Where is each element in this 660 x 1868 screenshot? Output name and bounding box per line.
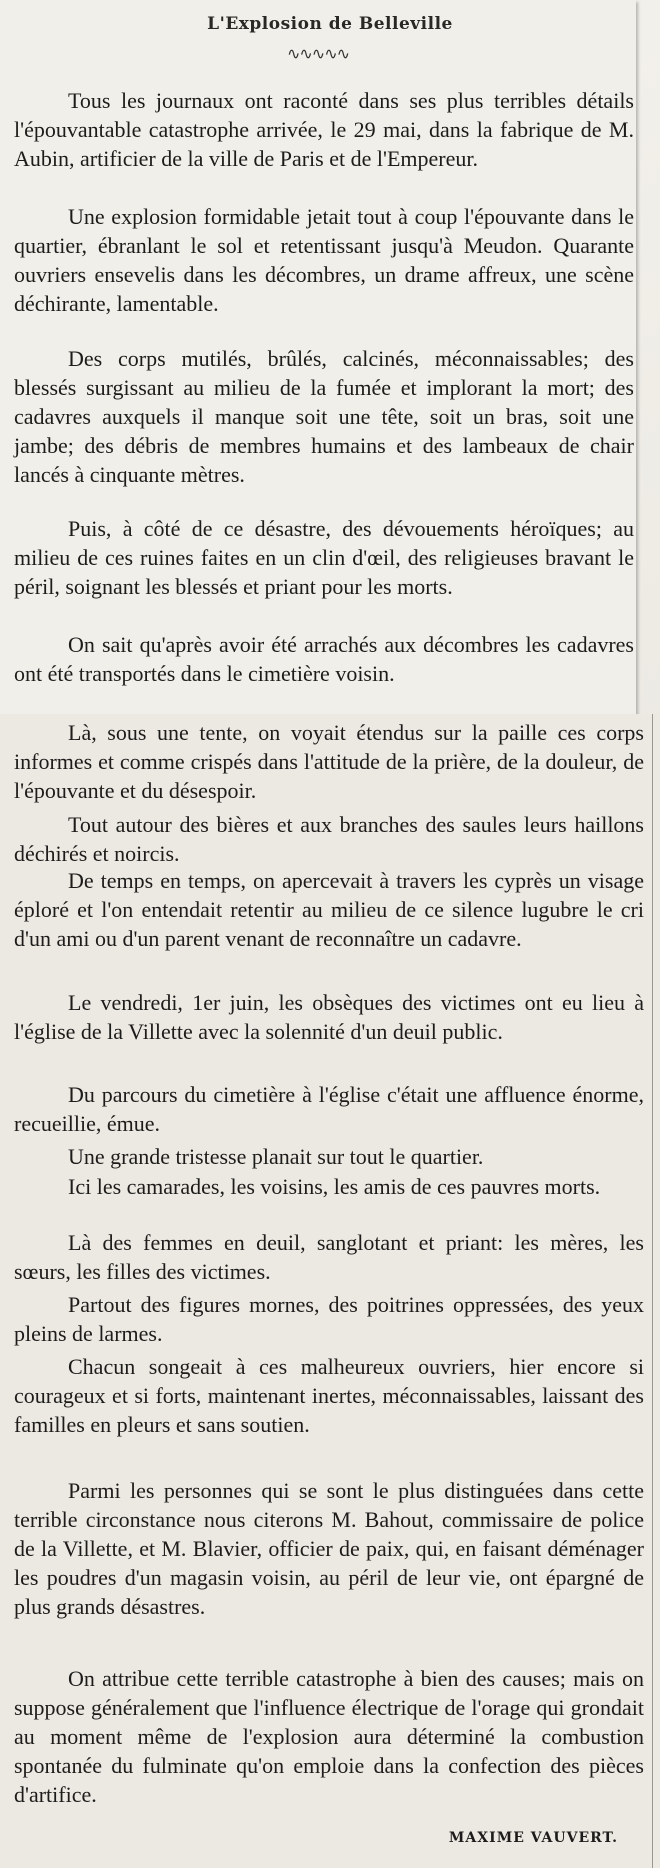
paragraph-4 — [14, 514, 634, 601]
paragraph-14 — [14, 1290, 644, 1348]
paragraph-text: On attribue cette terrible catastrophe à bien des causes; mais on suppose généralement que l'influence électrique de l'orage qui grondait au moment même de l'explosion aura déterminé la combustion spontanée du fulminate qu'on emploie dans la confection des pièces d'artifice. — [14, 1666, 644, 1807]
paragraph-text: Une explosion formidable jetait tout à coup l'épouvante dans le quartier, ébranlant le sol et retentissant jusqu'à Meudon. Quarante ouvriers ensevelis dans les décombres, un drame affreux, une scène déchirante, lamentable. — [14, 204, 634, 316]
paragraph-3 — [14, 344, 634, 489]
paragraph-text: Le vendredi, 1er juin, les obsèques des victimes ont eu lieu à l'église de la Villette avec la solennité d'un deuil public. — [14, 990, 644, 1044]
paragraph-text: Une grande tristesse planait sur tout le quartier. — [68, 1144, 484, 1169]
title-ornament: ∿∿∿∿∿ — [286, 44, 350, 63]
paragraph-text: De temps en temps, on apercevait à travers les cyprès un visage éploré et l'on entendait retentir au milieu de ce silence lugubre le cri d'un ami ou d'un parent venant de reconnaître un cadavre. — [14, 868, 644, 951]
paragraph-7 — [14, 810, 644, 868]
author-signature: MAXIME VAUVERT. — [448, 1830, 618, 1846]
paragraph-text: On sait qu'après avoir été arrachés aux décombres les cadavres ont été transportés dans le cimetière voisin. — [14, 632, 634, 686]
article-title: L'Explosion de Belleville — [207, 14, 453, 34]
paragraph-9 — [14, 988, 644, 1046]
paragraph-text: Parmi les personnes qui se sont le plus distinguées dans cette terrible circonstance nous citerons M. Bahout, commissaire de police de la Villette, et M. Blavier, officier de paix, qui, en faisant déménager les poudres d'un magasin voisin, au péril de leur vie, ont épargné de plus grands désastres. — [14, 1478, 644, 1619]
paragraph-text: Partout des figures mornes, des poitrines oppressées, des yeux pleins de larmes. — [14, 1292, 644, 1346]
paragraph-11 — [14, 1142, 644, 1171]
paragraph-text: Du parcours du cimetière à l'église c'était une affluence énorme, recueillie, émue. — [14, 1082, 644, 1136]
paragraph-10 — [14, 1080, 644, 1138]
paragraph-16 — [14, 1476, 644, 1621]
paragraph-15 — [14, 1352, 644, 1439]
paragraph-text: Là des femmes en deuil, sanglotant et priant: les mères, les sœurs, les filles des victimes. — [14, 1230, 644, 1284]
paragraph-text: Ici les camarades, les voisins, les amis de ces pauvres morts. — [68, 1174, 601, 1199]
paragraph-17 — [14, 1664, 644, 1809]
paragraph-13 — [14, 1228, 644, 1286]
paragraph-12 — [14, 1172, 644, 1201]
paragraph-text: Puis, à côté de ce désastre, des dévouements héroïques; au milieu de ces ruines faites en un clin d'œil, des religieuses bravant le péril, soignant les blessés et priant pour les morts. — [14, 516, 634, 599]
paragraph-8 — [14, 866, 644, 953]
paragraph-text: Chacun songeait à ces malheureux ouvriers, hier encore si courageux et si forts, maintenant inertes, méconnaissables, laissant des familles en pleurs et sans soutien. — [14, 1354, 644, 1437]
paragraph-5 — [14, 630, 634, 688]
paragraph-2 — [14, 202, 634, 318]
paragraph-text: Des corps mutilés, brûlés, calcinés, méconnaissables; des blessés surgissant au milieu de la fumée et implorant la mort; des cadavres auxquels il manque soit une tête, soit un bras, soit une jambe; des débris de membres humains et des lambeaux de chair lancés à cinquante mètres. — [14, 346, 634, 487]
paragraph-text: Tous les journaux ont raconté dans ses plus terribles détails l'épouvantable catastrophe arrivée, le 29 mai, dans la fabrique de M. Aubin, artificier de la ville de Paris et de l'Empereur. — [14, 88, 634, 171]
paragraph-6 — [14, 718, 644, 805]
paragraph-text: Là, sous une tente, on voyait étendus sur la paille ces corps informes et comme crispés dans l'attitude de la prière, de la douleur, de l'épouvante et du désespoir. — [14, 720, 644, 803]
paragraph-1 — [14, 86, 634, 173]
column-rule — [652, 714, 653, 1868]
paragraph-text: Tout autour des bières et aux branches des saules leurs haillons déchirés et noircis. — [14, 812, 644, 866]
